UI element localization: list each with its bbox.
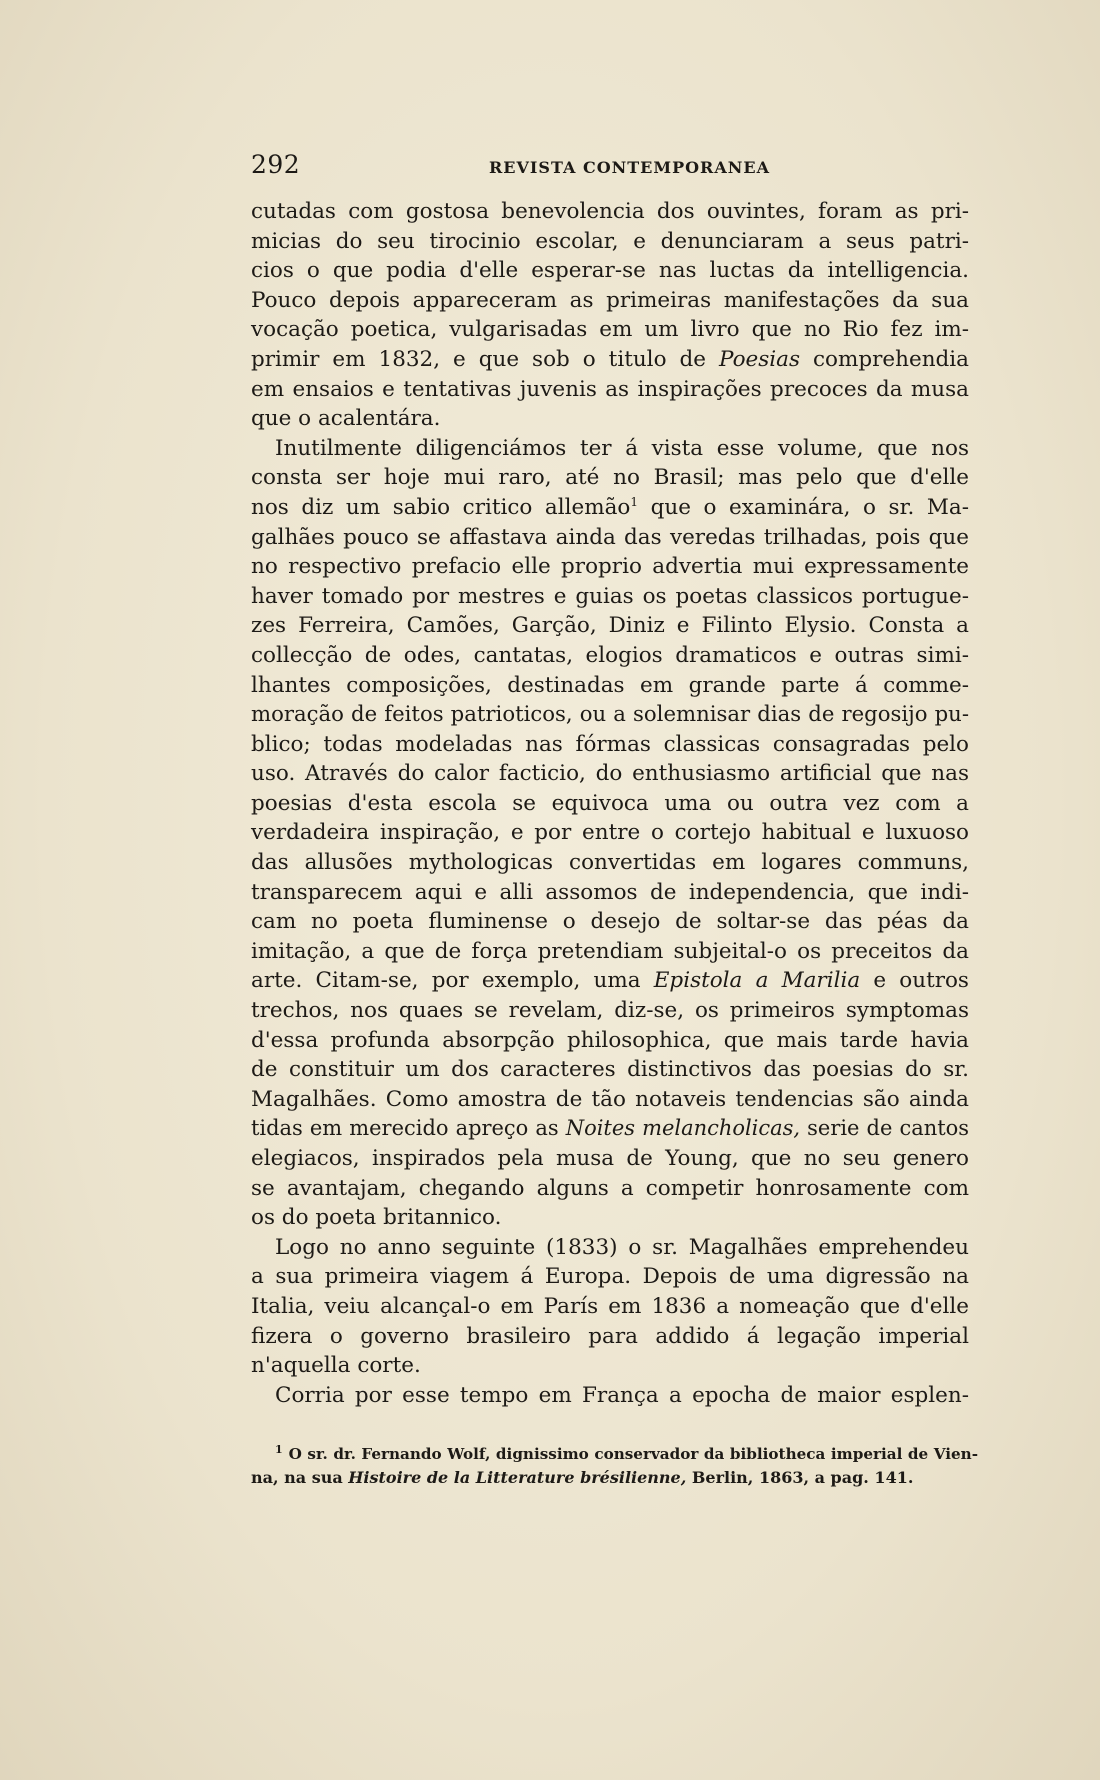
text-line: cios o que podia d'elle esperar-se nas luctas da intelligencia. — [251, 258, 969, 284]
page-header — [251, 150, 986, 186]
text-line: cam no poeta fluminense o desejo de soltar-se das péas da — [251, 909, 969, 935]
text-line: tidas em merecido apreço as Noites melancholicas, serie de cantos — [251, 1116, 970, 1141]
footnote-marker: 1 — [630, 494, 639, 509]
text-line: que o acalentára. — [251, 406, 441, 432]
text-line: d'essa profunda absorpção philosophica, que mais tarde havia — [251, 1027, 969, 1053]
text-line: lhantes composições, destinadas em grande parte á comme- — [251, 672, 969, 698]
footnotes — [251, 1442, 978, 1490]
text-line: cutadas com gostosa benevolencia dos ouvintes, foram as pri- — [251, 199, 969, 224]
text-line: poesias d'esta escola se equivoca uma ou outra vez com a — [251, 790, 969, 816]
text-line: elegiacos, inspirados pela musa de Young, que no seu genero — [251, 1146, 969, 1171]
text-line: transparecem aqui e alli assomos de independencia, que indi- — [251, 879, 969, 905]
text-line: das allusões mythologicas convertidas em logares communs, — [251, 850, 969, 876]
footnote-line: $^1$ O sr. dr. Fernando Wolf, dignissimo conservador da bibliotheca imperial de Vien- — [275, 1442, 978, 1463]
text-line: Inutilmente diligenciámos ter á vista esse volume, que nos — [275, 435, 969, 461]
footnote-title: Histoire de la Litterature brésilienne, — [348, 1468, 687, 1487]
text-line: nos diz um sabio critico allemão$^1$ que o examinára, o sr. Ma- — [251, 494, 969, 520]
text-line: a sua primeira viagem á Europa. Depois de uma digressão na — [251, 1264, 969, 1290]
text-line: micias do seu tirocinio escolar, e denunciaram a seus patri- — [251, 228, 969, 254]
body-text — [251, 197, 969, 1410]
text-line: uso. Através do calor facticio, do enthusiasmo artificial que nas — [251, 761, 969, 787]
text-line: consta ser hoje mui raro, até no Brasil; mas pelo que d'elle — [251, 465, 969, 491]
text-line: n'aquella corte. — [251, 1353, 421, 1379]
title-epistola: Epistola a Marilia — [653, 968, 861, 994]
text-line: em ensaios e tentativas juvenis as inspirações precoces da musa — [251, 376, 969, 402]
text-line: se avantajam, chegando alguns a competir honrosamente com — [251, 1175, 969, 1201]
footnote-line: na, na sua Histoire de la Litterature brésilienne, Berlin, 1863, a pag. 141. — [251, 1468, 914, 1487]
text-line: Magalhães. Como amostra de tão notaveis tendencias são ainda — [251, 1086, 969, 1112]
footnote-number: 1 — [275, 1442, 283, 1456]
text-line: Corria por esse tempo em França a epocha de maior esplen- — [275, 1382, 969, 1408]
text-line: os do poeta britannico. — [251, 1205, 502, 1231]
text-line: vocação poetica, vulgarisadas em um livro que no Rio fez im- — [251, 317, 969, 343]
text-line: galhães pouco se affastava ainda das veredas trilhadas, pois que — [251, 524, 969, 550]
text-line: zes Ferreira, Camões, Garção, Diniz e Filinto Elysio. Consta a — [251, 613, 969, 639]
title-poesias: Poesias — [718, 346, 800, 372]
text-line: blico; todas modeladas nas fórmas classicas consagradas pelo — [251, 731, 969, 757]
text-line: no respectivo prefacio elle proprio advertia mui expressamente — [251, 554, 969, 580]
text-line: fizera o governo brasileiro para addido á legação imperial — [251, 1323, 969, 1349]
text-line: arte. Citam-se, por exemplo, uma Epistola a Marilia e outros — [251, 968, 969, 994]
text-line: imitação, a que de força pretendiam subjeital-o os preceitos da — [251, 938, 969, 964]
text-line: haver tomado por mestres e guias os poetas classicos portugue- — [251, 583, 969, 609]
text-line: Italia, veiu alcançal-o em París em 1836 a nomeação que d'elle — [251, 1293, 969, 1319]
text-line: Logo no anno seguinte (1833) o sr. Magalhães emprehendeu — [275, 1234, 969, 1260]
text-line: moração de feitos patrioticos, ou a solemnisar dias de regosijo pu- — [251, 702, 969, 728]
running-head: REVISTA CONTEMPORANEA — [489, 158, 770, 177]
title-noites: Noites melancholicas, — [565, 1116, 801, 1141]
text-line: primir em 1832, e que sob o titulo de Poesias comprehendia — [251, 346, 969, 372]
text-line: de constituir um dos caracteres distinctivos das poesias do sr. — [251, 1057, 969, 1083]
text-line: collecção de odes, cantatas, elogios dramaticos e outras simi- — [251, 642, 969, 668]
text-line: Pouco depois appareceram as primeiras manifestações da sua — [251, 287, 969, 313]
page-number: 292 — [251, 150, 301, 179]
text-line: verdadeira inspiração, e por entre o cortejo habitual e luxuoso — [251, 820, 969, 846]
text-line: trechos, nos quaes se revelam, diz-se, os primeiros symptomas — [251, 998, 969, 1024]
